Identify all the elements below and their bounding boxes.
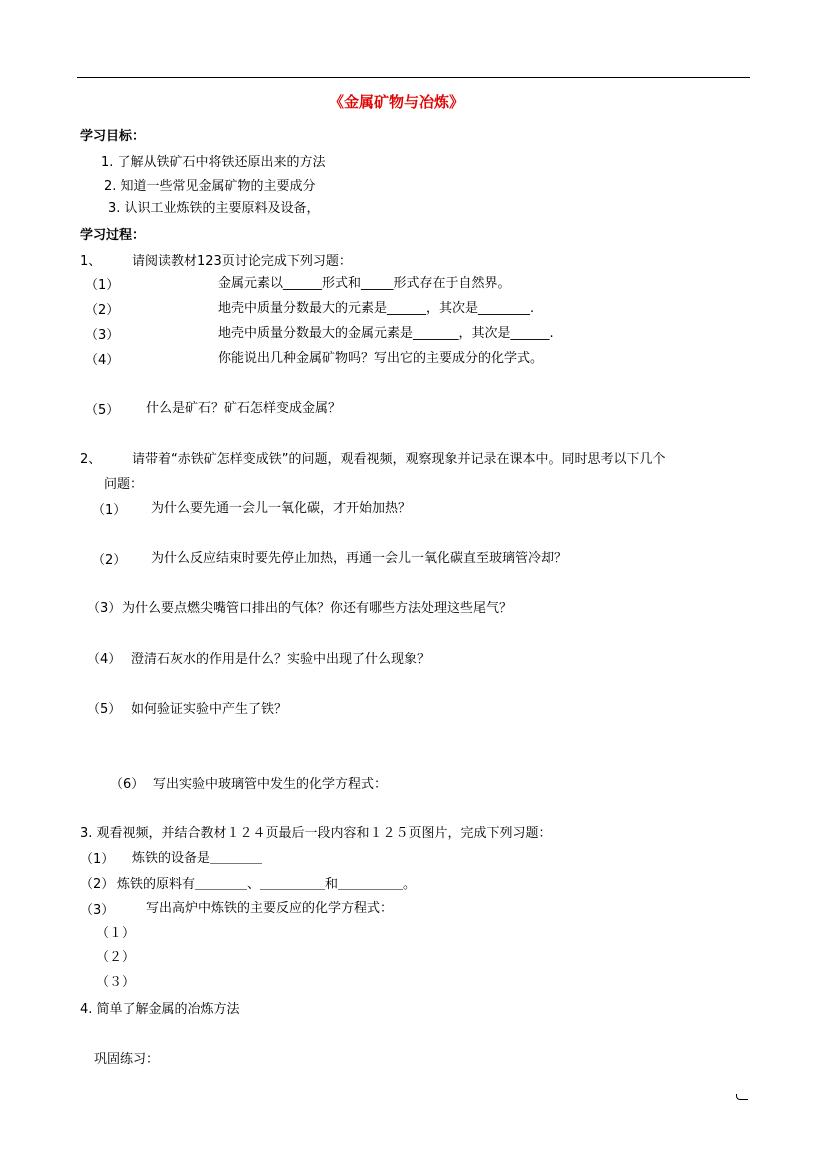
goals-heading: 学习目标：	[80, 129, 146, 144]
section-number: 2、	[80, 452, 102, 467]
section-number: 1、	[80, 254, 102, 269]
question-text: 写出高炉中炼铁的主要反应的化学方程式：	[146, 901, 394, 916]
question-text: 炼铁的原料有＿＿＿＿、＿＿＿＿＿和＿＿＿＿＿。	[117, 877, 417, 892]
section-text: 请阅读教材123页讨论完成下列习题：	[132, 254, 352, 269]
header-rule	[77, 77, 750, 78]
page-title: 《金属矿物与冶炼》	[329, 93, 465, 111]
sub-item: （１）	[96, 926, 136, 941]
question-number: （6）	[110, 777, 145, 792]
process-heading: 学习过程：	[80, 228, 146, 243]
question-number: （1）	[80, 852, 115, 867]
question-text: 金属元素以______形式和_____形式存在于自然界。	[218, 276, 511, 291]
question-number: （2）	[80, 877, 115, 892]
page-corner-mark	[736, 1094, 748, 1100]
question-number: （3）	[85, 328, 120, 343]
goal-item: 1. 了解从铁矿石中将铁还原出来的方法	[101, 155, 326, 170]
question-text: 什么是矿石？矿石怎样变成金属？	[146, 401, 342, 416]
practice-heading: 巩固练习：	[94, 1052, 160, 1067]
question-text: 澄清石灰水的作用是什么？实验中出现了什么现象？	[131, 652, 431, 667]
goal-item: 3. 认识工业炼铁的主要原料及设备，	[108, 201, 320, 216]
question-number: （1）	[92, 503, 127, 518]
question-number: （3）	[87, 601, 122, 616]
question-number: （3）	[80, 903, 115, 918]
section-text: 3. 观看视频，并结合教材１２４页最后一段内容和１２５页图片，完成下列习题：	[80, 826, 552, 841]
question-text: 如何验证实验中产生了铁？	[131, 702, 288, 717]
goal-item: 2. 知道一些常见金属矿物的主要成分	[104, 179, 316, 194]
question-text: 炼铁的设备是＿＿＿＿	[132, 851, 263, 866]
question-text: 地壳中质量分数最大的元素是______，其次是________.	[218, 301, 535, 316]
question-text: 为什么要点燃尖嘴管口排出的气体？你还有哪些方法处理这些尾气？	[122, 601, 513, 616]
question-number: （2）	[85, 303, 120, 318]
question-text: 你能说出几种金属矿物吗？写出它的主要成分的化学式。	[218, 351, 544, 366]
sub-item: （３）	[96, 975, 136, 990]
question-number: （1）	[85, 278, 120, 293]
question-number: （4）	[87, 652, 122, 667]
question-text: 地壳中质量分数最大的金属元素是_______，其次是______.	[218, 326, 554, 341]
question-number: （4）	[85, 353, 120, 368]
section-text: 4. 简单了解金属的冶炼方法	[80, 1002, 240, 1017]
question-text: 写出实验中玻璃管中发生的化学方程式：	[153, 777, 388, 792]
question-text: 为什么要先通一会儿一氧化碳，才开始加热？	[151, 501, 412, 516]
question-number: （2）	[92, 553, 127, 568]
sub-item: （２）	[96, 950, 136, 965]
question-text: 为什么反应结束时要先停止加热，再通一会儿一氧化碳直至玻璃管冷却？	[151, 551, 568, 566]
question-number: （5）	[85, 403, 120, 418]
section-text-continued: 问题：	[104, 477, 144, 492]
question-number: （5）	[87, 702, 122, 717]
section-text: 请带着“赤铁矿怎样变成铁”的问题，观看视频，观察现象并记录在课本中。同时思考以下几个	[132, 452, 666, 467]
